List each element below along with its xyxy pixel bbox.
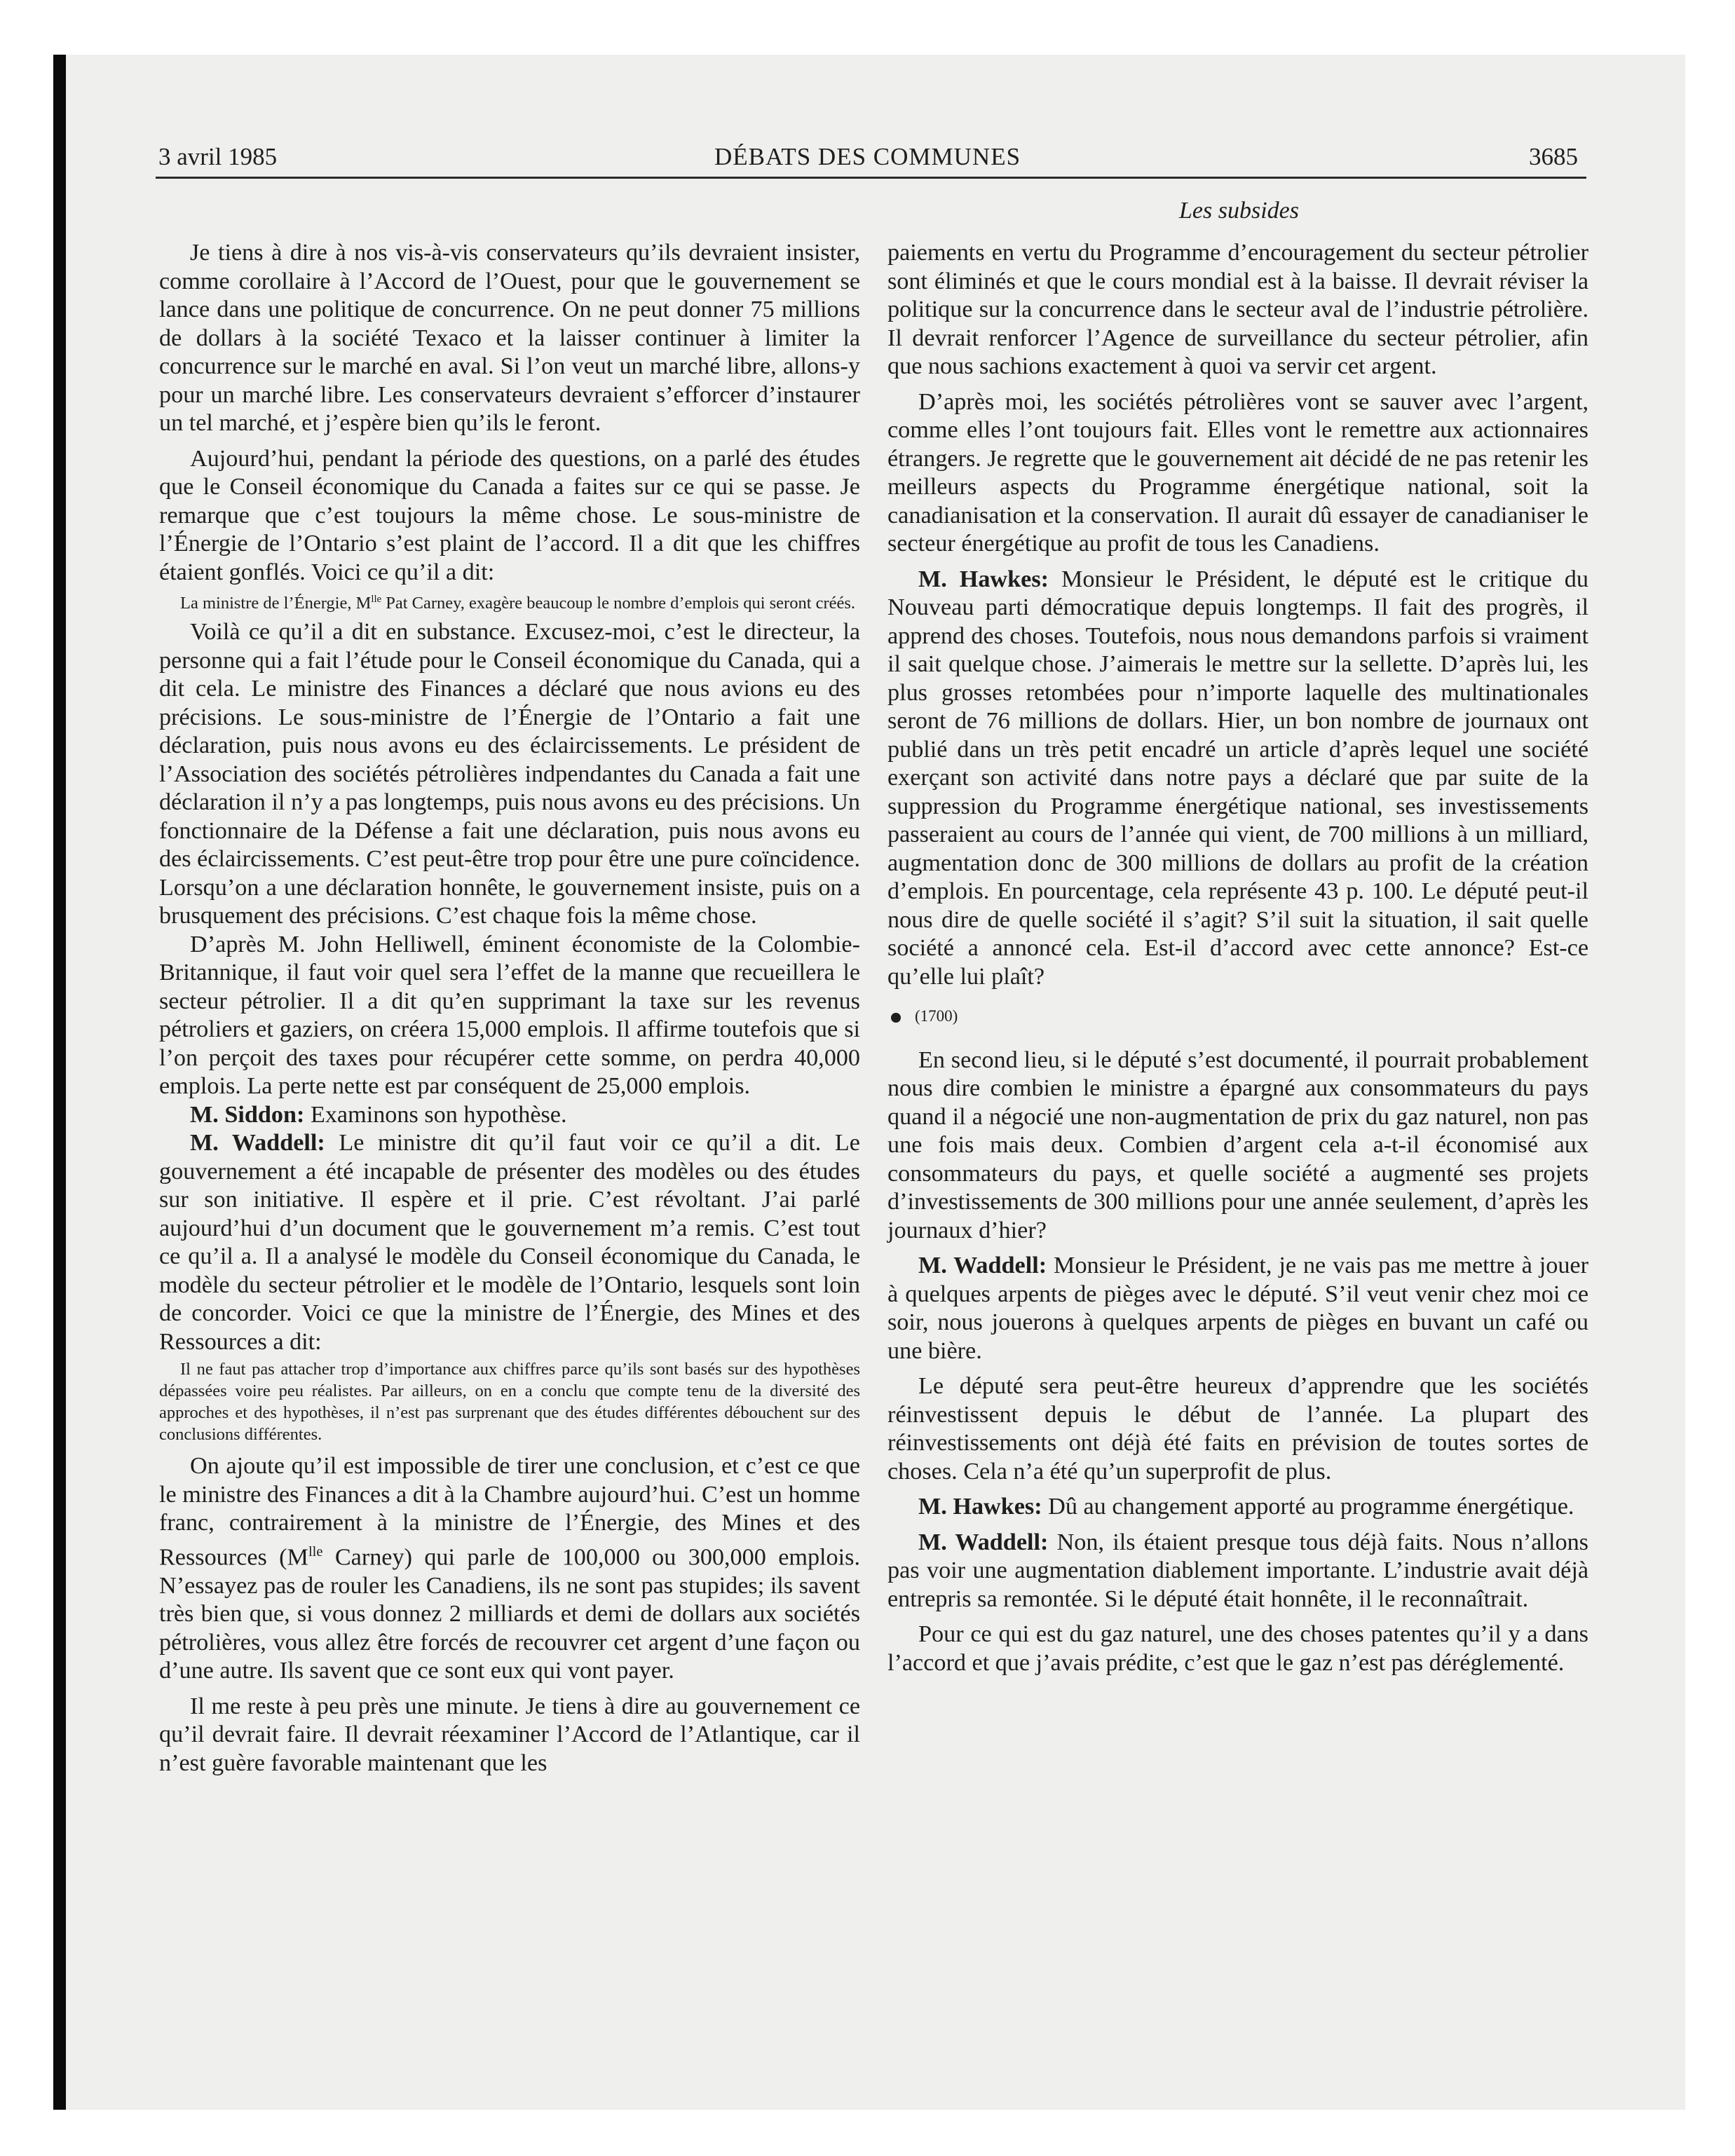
speech-text: On ajoute qu’il est impossible de tirer une conclusion, et c’est ce que le ministre des Finances a dit à la Chambre aujourd’hui. C’est un homme franc, contrairement à la ministre de l’Énergie, des Mines et des Ressources (M bbox=[159, 1453, 860, 1571]
paragraph bbox=[887, 566, 1588, 992]
header-title: DÉBATS DES COMMUNES bbox=[714, 143, 1021, 170]
speaker-name: M. Waddell: bbox=[918, 1529, 1049, 1555]
paragraph: Il me reste à peu près une minute. Je tiens à dire au gouvernement ce qu’il devrait faire. Il devrait réexaminer l’Accord de l’Atlantique, car il n’est guère favorable maintenant que les bbox=[159, 1693, 860, 1776]
speaker-name: M. Waddell: bbox=[190, 1130, 325, 1157]
block-quote: Il ne faut pas attacher trop d’importance aux chiffres parce qu’ils sont basés sur des hypothèses dépassées voire peu réalistes. Par ailleurs, on en a conclu que compte tenu de la diversité des approches et des hypothèses, il n’est pas surprenant que des études différentes débouchent sur des conclusions différentes. bbox=[159, 1360, 860, 1445]
speech-text: Examinons son hypothèse. bbox=[304, 1101, 567, 1128]
superscript: lle bbox=[308, 1543, 323, 1560]
speech-text: Monsieur le Président, je ne vais pas me mettre à jouer à quelques arpents de pièges avec le député. S’il veut venir chez moi ce soir, nous jouerons à quelques arpents de pièges en buvant un café ou une bière. bbox=[887, 1253, 1588, 1364]
paragraph: Voilà ce qu’il a dit en substance. Excusez-moi, c’est le directeur, la personne qui a fait l’étude pour le Conseil économique du Canada, qui a dit cela. Le ministre des Finances a déclaré que nous avions eu des précisions. Le sous-ministre de l’Énergie de l’Ontario a fait une déclaration, puis nous avons eu des éclaircissements. Le président de l’Association des sociétés pétrolières indpendantes du Canada a fait une déclaration il n’y a pas longtemps, puis nous avons eu des précisions. Un fonctionnaire de la Défense a fait une déclaration, puis nous avons eu des éclaircissements. C’est peut-être trop pour être une pure coïncidence. Lorsqu’on a une déclaration honnête, le gouvernement insiste, puis on a brusquement des précisions. C’est chaque fois la même chose. bbox=[159, 619, 860, 929]
paragraph: paiements en vertu du Programme d’encouragement du secteur pétrolier sont éliminés et que le cours mondial est à la baisse. Il devrait réviser la politique sur la concurrence dans le secteur aval de l’industrie pétrolière. Il devrait renforcer l’Agence de surveillance du secteur pétrolier, afin que nous sachions exactement à quoi va servir cet argent. bbox=[887, 240, 1588, 379]
block-quote bbox=[159, 589, 860, 614]
paragraph: D’après M. John Helliwell, éminent économiste de la Colombie-Britannique, il faut voir quel sera l’effet de la manne que recueillera le secteur pétrolier. Il a dit qu’en supprimant la taxe sur les revenus pétroliers et gaziers, on créera 15,000 emplois. Il affirme toutefois que si l’on perçoit des taxes pour récupérer cette somme, on perdra 40,000 emplois. La perte nette est par conséquent de 25,000 emplois. bbox=[159, 931, 860, 1100]
paragraph: Aujourd’hui, pendant la période des questions, on a parlé des études que le Conseil économique du Canada a faites sur ce qui se passe. Je remarque que c’est toujours la même chose. Le sous-ministre de l’Énergie de l’Ontario s’est plaint de l’accord. Il a dit que les chiffres étaient gonflés. Voici ce qu’il a dit: bbox=[159, 445, 860, 585]
quote-text: Pat Carney, exagère beaucoup le nombre d’emplois qui seront créés. bbox=[381, 594, 856, 613]
speaker-name: M. Hawkes: bbox=[918, 566, 1049, 592]
time-marker-text: (1700) bbox=[915, 1007, 958, 1025]
header-rule bbox=[156, 177, 1586, 179]
left-column bbox=[159, 239, 860, 1778]
paragraph: Pour ce qui est du gaz naturel, une des choses patentes qu’il y a dans l’accord et que j’avais prédite, c’est que le gaz n’est pas déréglementé. bbox=[887, 1621, 1588, 1676]
superscript: lle bbox=[371, 594, 382, 605]
section-title: Les subsides bbox=[1179, 198, 1299, 224]
quote-text: La ministre de l’Énergie, M bbox=[180, 594, 372, 613]
paragraph bbox=[887, 1252, 1588, 1365]
paragraph bbox=[887, 1529, 1588, 1614]
paragraph bbox=[159, 1101, 860, 1130]
speech-text: Monsieur le Président, le député est le critique du Nouveau parti démocratique depuis longtemps. Il fait des progrès, il apprend des choses. Toutefois, nous nous demandons parfois si vraiment il sait quelque chose. J’aimerais le mettre sur la sellette. D’après lui, les plus grosses retombées pour n’importe laquelle des multinationales seront de 76 millions de dollars. Hier, un bon nombre de journaux ont publié dans un très petit encadré un article d’après lequel une société exerçant son activité dans notre pays a déclaré que par suite de la suppression du Programme énergétique national, ses investissements passeraient au cours de l’année qui vient, de 700 millions à un milliard, augmentation donc de 300 millions de dollars au profit de la création d’emplois. En pourcentage, cela représente 43 p. 100. Le député peut-il nous dire de quelle société il s’agit? S’il suit la situation, il sait quelle société a annoncé cela. Est-il d’accord avec cette annonce? Est-ce qu’elle lui plaît? bbox=[887, 566, 1588, 990]
paragraph: D’après moi, les sociétés pétrolières vont se sauver avec l’argent, comme elles l’ont toujours fait. Elles vont le remettre aux actionnaires étrangers. Je regrette que le gouvernement ait décidé de ne pas retenir les meilleurs aspects du Programme énergétique national, soit la canadianisation et la conservation. Il aurait dû essayer de canadianiser le secteur énergétique au profit de tous les Canadiens. bbox=[887, 388, 1588, 557]
paragraph: Je tiens à dire à nos vis-à-vis conservateurs qu’ils devraient insister, comme corollaire à l’Accord de l’Ouest, pour que le gouvernement se lance dans une politique de concurrence. On ne peut donner 75 millions de dollars à la société Texaco et la laisser continuer à limiter la concurrence sur le marché en aval. Si l’on veut un marché libre, allons-y pour un marché libre. Les conservateurs devraient s’efforcer d’instaurer un tel marché, et j’espère bien qu’ils le feront. bbox=[159, 240, 860, 436]
paragraph bbox=[159, 1129, 860, 1356]
header-page-number: 3685 bbox=[1529, 143, 1578, 170]
paragraph: En second lieu, si le député s’est documenté, il pourrait probablement nous dire combien le ministre a épargné aux consommateurs du pays quand il a négocié une non-augmentation de prix du gaz naturel, non pas une fois mais deux. Combien d’argent cela a-t-il économisé aux consommateurs du pays, et quelle société a augmenté ses projets d’investissements de 300 millions pour une année seulement, d’après les journaux d’hier? bbox=[887, 1046, 1588, 1243]
paragraph bbox=[159, 1452, 860, 1685]
speech-text: Carney) qui parle de 100,000 ou 300,000 emplois. N’essayez pas de rouler les Canadiens, ils ne sont pas stupides; ils savent très bien que, si vous donnez 2 milliards et demi de dollars aux sociétés pétrolières, vous allez être forcés de recouvrer cet argent d’une façon ou d’une autre. Ils savent que ce sont eux qui vont payer. bbox=[159, 1544, 860, 1684]
speech-text: Dû au changement apporté au programme énergétique. bbox=[1042, 1494, 1574, 1520]
paragraph: Le député sera peut-être heureux d’apprendre que les sociétés réinvestissent depuis le début de l’année. La plupart des réinvestissements ont déjà été faits en prévision de toutes sortes de choses. Cela n’a été qu’un superprofit de plus. bbox=[887, 1373, 1588, 1485]
bullet-icon bbox=[891, 1013, 901, 1023]
right-column bbox=[887, 239, 1588, 1677]
speaker-name: M. Waddell: bbox=[918, 1253, 1047, 1278]
speech-text: Le ministre dit qu’il faut voir ce qu’il a dit. Le gouvernement a été incapable de présenter des modèles ou des études sur son initiative. Il espère et il prie. C’est révoltant. J’ai parlé aujourd’hui d’un document que le gouvernement m’a remis. C’est tout ce qu’il a. Il a analysé le modèle du Conseil économique du Canada, le modèle du secteur pétrolier et le modèle de l’Ontario, lesquels sont loin de concorder. Voici ce que la ministre de l’Énergie, des Mines et des Ressources a dit: bbox=[159, 1130, 860, 1355]
speaker-name: M. Hawkes: bbox=[918, 1494, 1042, 1520]
paragraph bbox=[887, 1493, 1588, 1522]
speaker-name: M. Siddon: bbox=[190, 1101, 305, 1128]
scan-edge-shadow bbox=[53, 55, 66, 2110]
time-marker bbox=[887, 1002, 1588, 1031]
speech-text: Non, ils étaient presque tous déjà faits. Nous n’allons pas voir une augmentation diablement importante. L’industrie avait déjà entrepris sa remontée. Si le député était honnête, il le reconnaîtrait. bbox=[887, 1529, 1588, 1612]
header-date: 3 avril 1985 bbox=[158, 143, 278, 170]
